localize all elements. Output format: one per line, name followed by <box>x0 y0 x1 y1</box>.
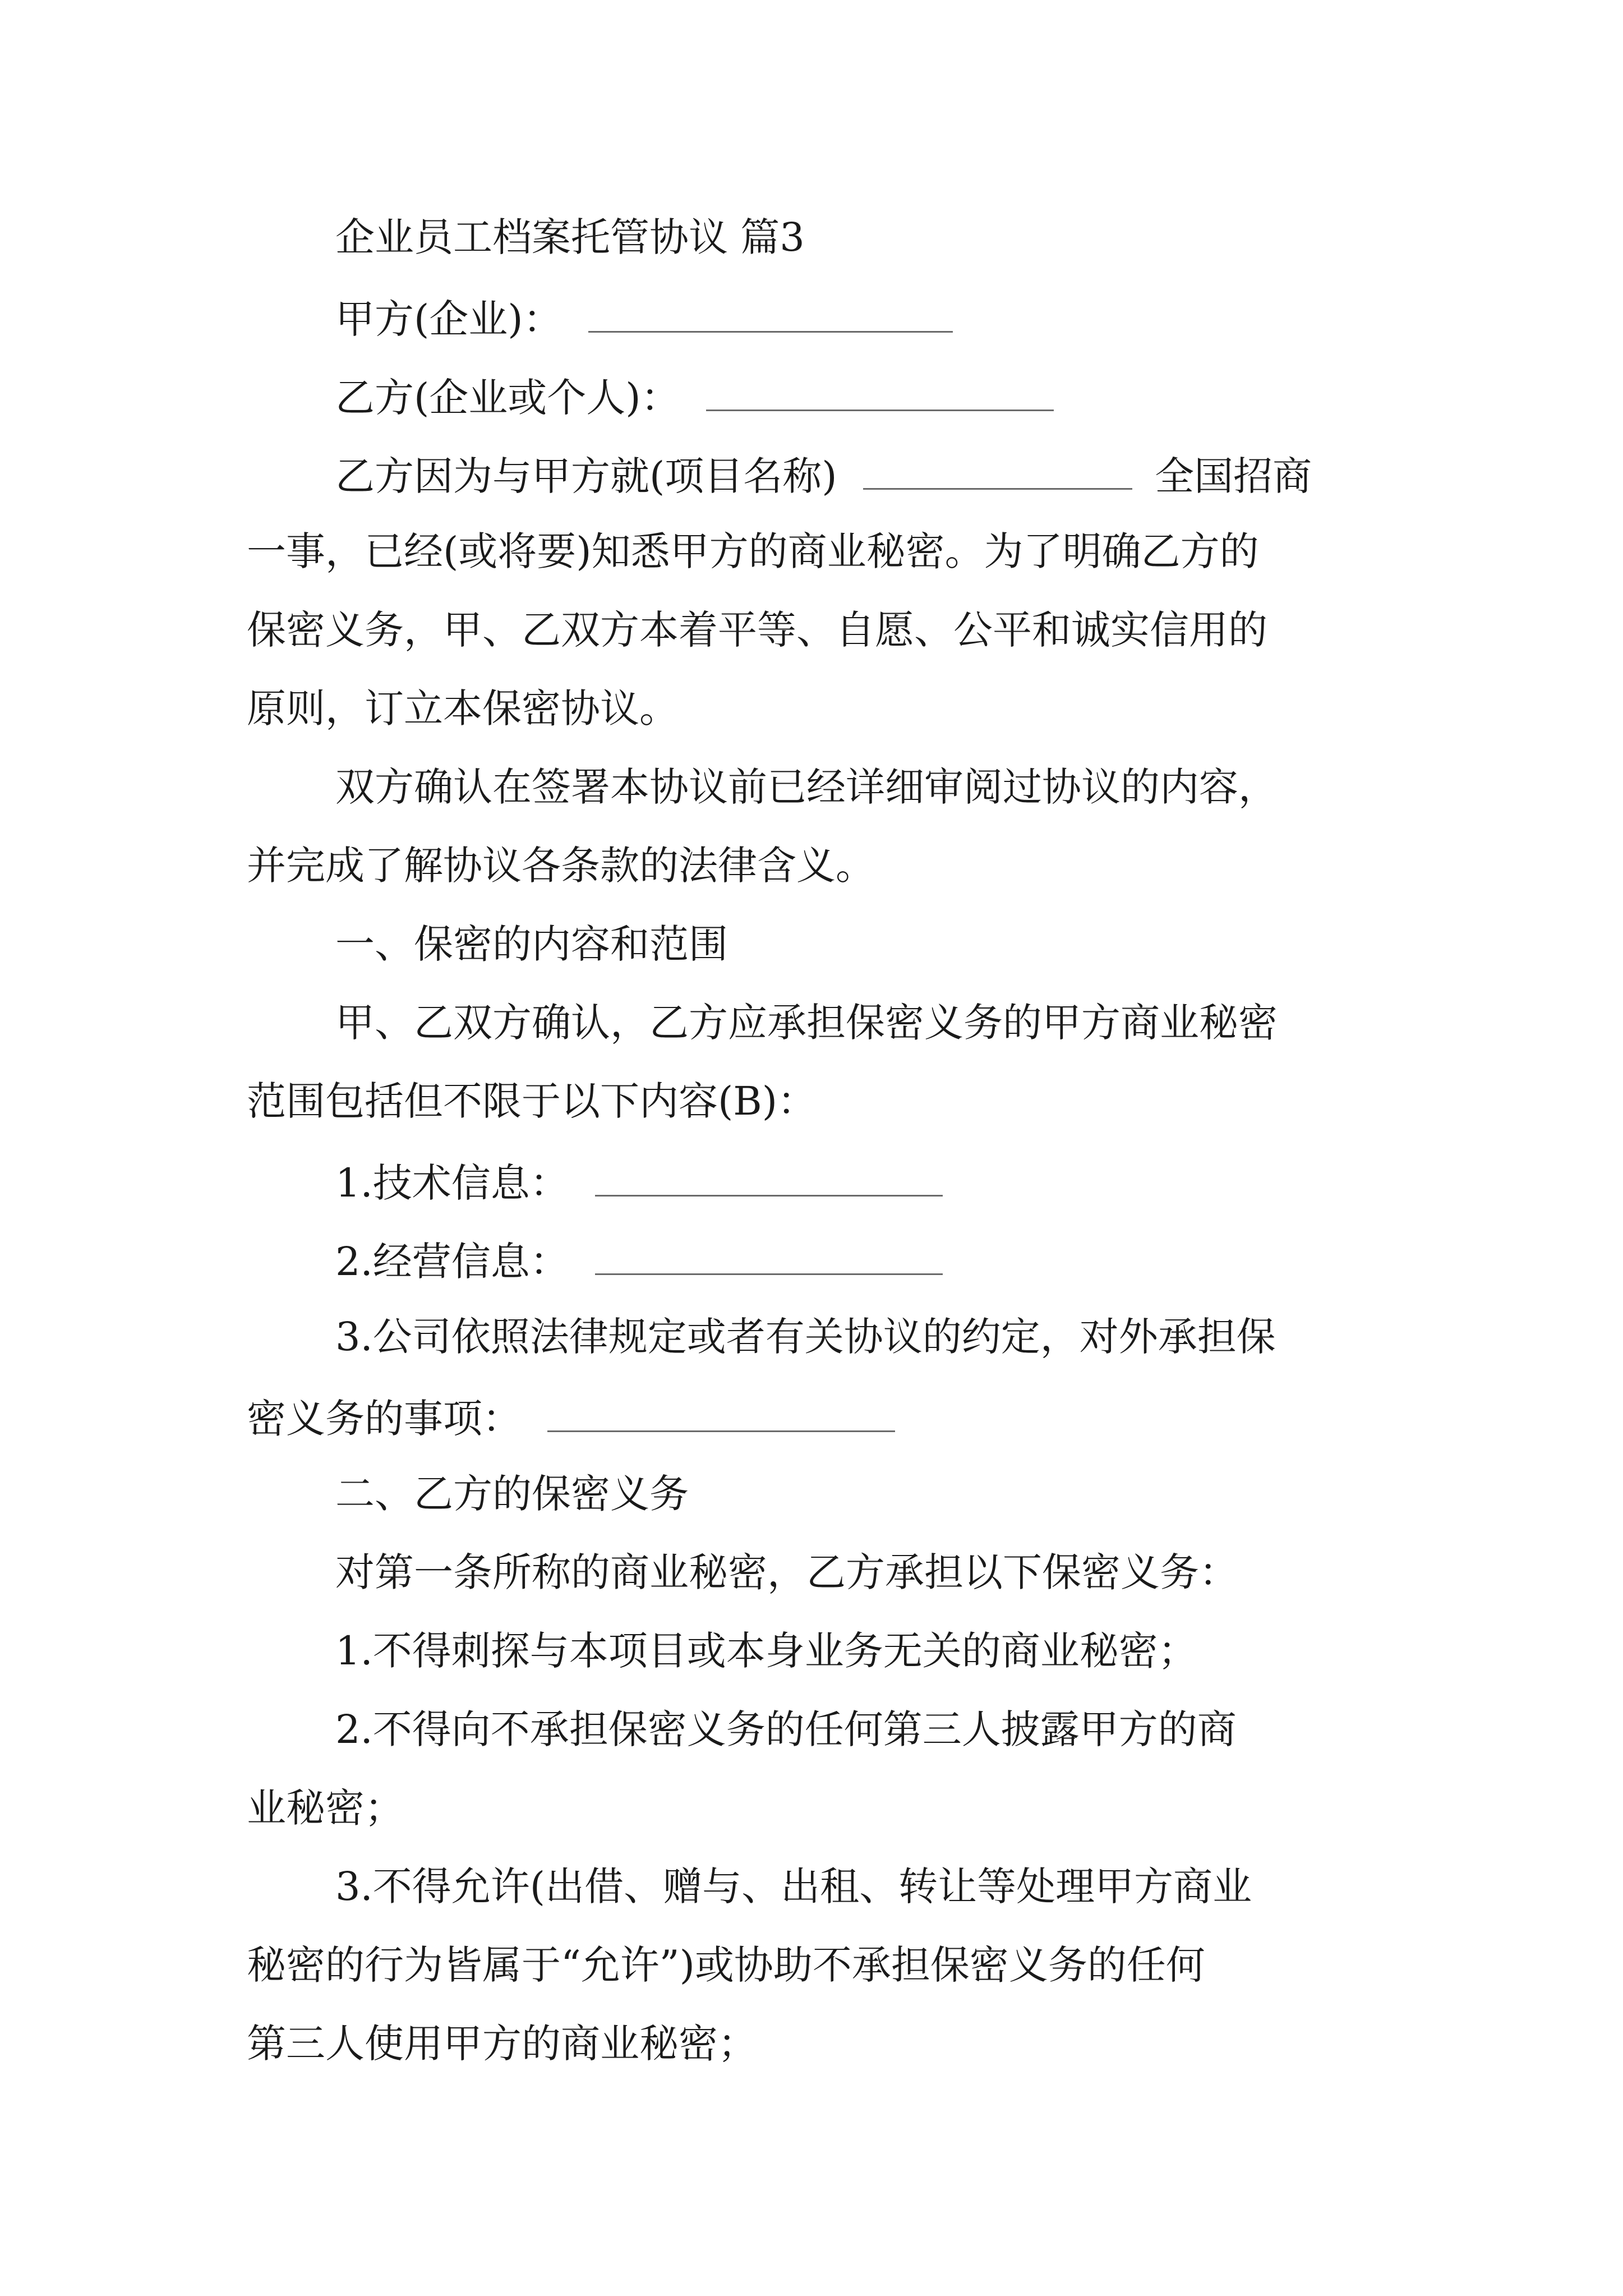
list-item <box>335 1314 1276 1360</box>
list-item <box>335 1706 1237 1752</box>
external-obligation-blank <box>547 1396 895 1432</box>
party-a-line <box>335 296 953 342</box>
paragraph-line <box>247 607 1267 653</box>
paragraph-line <box>335 1549 1238 1595</box>
paragraph-text: 全国招商 <box>1155 453 1312 499</box>
tech-info-blank <box>595 1160 943 1197</box>
party-a-blank <box>588 296 953 333</box>
list-item <box>335 1160 943 1206</box>
title-text: 企业员工档案托管协议 篇3 <box>335 214 805 260</box>
list-item <box>247 1942 1205 1988</box>
party-b-label: 乙方(企业或个人)： <box>335 375 680 421</box>
list-item-text: 3.公司依照法律规定或者有关协议的约定，对外承担保 <box>335 1314 1276 1360</box>
paragraph-line <box>247 1078 817 1124</box>
paragraph-text: 对第一条所称的商业秘密，乙方承担以下保密义务： <box>335 1549 1238 1595</box>
section-heading <box>335 921 728 967</box>
list-item <box>335 1239 943 1285</box>
paragraph-text: 保密义务，甲、乙双方本着平等、自愿、公平和诚实信用的 <box>247 607 1267 653</box>
paragraph-text: 甲、乙双方确认，乙方应承担保密义务的甲方商业秘密 <box>335 1000 1278 1046</box>
list-item-label: 密义务的事项： <box>247 1396 522 1442</box>
list-item-label: 1.技术信息： <box>335 1160 569 1206</box>
party-b-line <box>335 375 1054 421</box>
paragraph-text: 原则，订立本保密协议。 <box>247 685 679 731</box>
project-name-blank <box>863 453 1132 490</box>
list-item <box>247 1396 895 1442</box>
list-item <box>335 1628 1197 1674</box>
paragraph-line <box>335 1000 1278 1046</box>
section-heading-text: 一、保密的内容和范围 <box>335 921 728 967</box>
list-item <box>247 1785 404 1831</box>
list-item <box>247 2021 757 2067</box>
document-title <box>335 214 805 260</box>
party-b-blank <box>706 375 1054 411</box>
paragraph-text: 范围包括但不限于以下内容(B)： <box>247 1078 817 1124</box>
paragraph-text: 一事，已经(或将要)知悉甲方的商业秘密。为了明确乙方的 <box>247 528 1259 574</box>
list-item-text: 1.不得刺探与本项目或本身业务无关的商业秘密； <box>335 1628 1197 1674</box>
section-heading-text: 二、乙方的保密义务 <box>335 1471 689 1517</box>
section-heading <box>335 1471 689 1517</box>
paragraph-line <box>247 843 875 889</box>
list-item-label: 2.经营信息： <box>335 1239 569 1285</box>
paragraph-text: 双方确认在签署本协议前已经详细审阅过协议的内容， <box>335 764 1278 810</box>
paragraph-line <box>335 453 1312 499</box>
paragraph-text: 并完成了解协议各条款的法律含义。 <box>247 843 875 889</box>
list-item-text: 2.不得向不承担保密义务的任何第三人披露甲方的商 <box>335 1706 1237 1752</box>
paragraph-line <box>335 764 1278 810</box>
party-a-label: 甲方(企业)： <box>335 296 562 342</box>
paragraph-line <box>247 528 1259 574</box>
list-item <box>335 1864 1252 1910</box>
list-item-text: 3.不得允许(出借、赠与、出租、转让等处理甲方商业 <box>335 1864 1252 1910</box>
business-info-blank <box>595 1239 943 1275</box>
paragraph-text: 乙方因为与甲方就(项目名称) <box>335 453 837 499</box>
paragraph-line <box>247 685 679 731</box>
list-item-text: 秘密的行为皆属于“允许”)或协助不承担保密义务的任何 <box>247 1942 1205 1988</box>
list-item-text: 第三人使用甲方的商业秘密； <box>247 2021 757 2067</box>
list-item-text: 业秘密； <box>247 1785 404 1831</box>
